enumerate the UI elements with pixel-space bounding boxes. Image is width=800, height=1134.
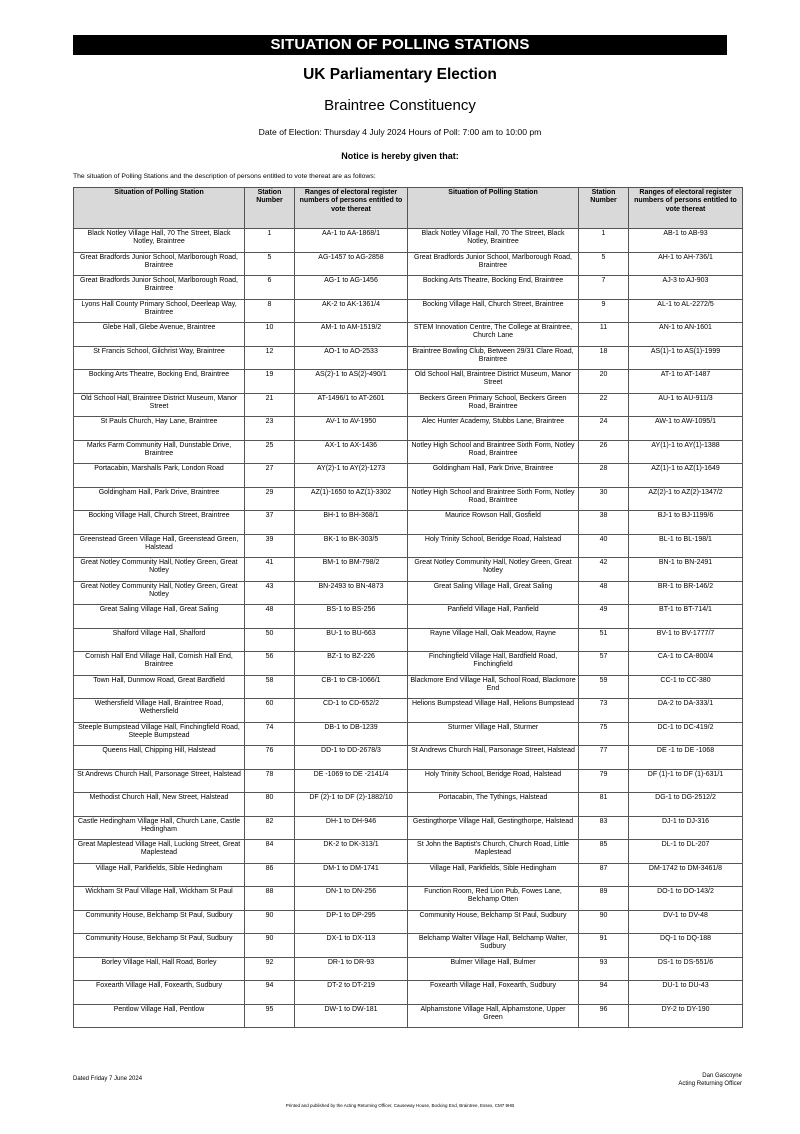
station-situation: Holy Trinity School, Beridge Road, Halstead	[408, 534, 579, 558]
register-range: AJ-3 to AJ-903	[629, 276, 743, 300]
register-range: AN-1 to AN-1601	[629, 323, 743, 347]
register-range: DE -1 to DE -1068	[629, 746, 743, 770]
station-number: 49	[579, 605, 629, 629]
register-range: AT-1496/1 to AT-2601	[295, 393, 408, 417]
station-number: 27	[245, 464, 295, 488]
station-situation: Foxearth Village Hall, Foxearth, Sudbury	[408, 981, 579, 1005]
station-situation: Steeple Bumpstead Village Hall, Finchingfield Road, Steeple Bumpstead	[74, 722, 245, 746]
station-situation: Portacabin, Marshalls Park, London Road	[74, 464, 245, 488]
station-situation: Belchamp Walter Village Hall, Belchamp Walter, Sudbury	[408, 934, 579, 958]
station-number: 75	[579, 722, 629, 746]
station-number: 30	[579, 487, 629, 511]
table-row	[74, 299, 743, 323]
register-range: AV-1 to AV-1950	[295, 417, 408, 441]
station-number: 50	[245, 628, 295, 652]
register-range: AB-1 to AB-93	[629, 229, 743, 253]
register-range: AS(1)-1 to AS(1)-1999	[629, 346, 743, 370]
register-range: DD-1 to DD-2678/3	[295, 746, 408, 770]
station-situation: Function Room, Red Lion Pub, Fowes Lane, Belchamp Otten	[408, 887, 579, 911]
station-situation: Great Notley Community Hall, Notley Green, Great Notley	[74, 558, 245, 582]
station-number: 56	[245, 652, 295, 676]
register-range: BU-1 to BU-663	[295, 628, 408, 652]
register-range: DJ-1 to DJ-316	[629, 816, 743, 840]
station-situation: Black Notley Village Hall, 70 The Street, Black Notley, Braintree	[408, 229, 579, 253]
station-number: 40	[579, 534, 629, 558]
station-number: 11	[579, 323, 629, 347]
table-row	[74, 464, 743, 488]
station-number: 73	[579, 699, 629, 723]
station-situation: Old School Hall, Braintree District Museum, Manor Street	[408, 370, 579, 394]
table-row	[74, 511, 743, 535]
table-row	[74, 1004, 743, 1028]
register-range: AZ(1)-1650 to AZ(1)-3302	[295, 487, 408, 511]
table-row	[74, 746, 743, 770]
station-situation: Great Notley Community Hall, Notley Green, Great Notley	[74, 581, 245, 605]
register-range: AW-1 to AW-1095/1	[629, 417, 743, 441]
station-situation: Rayne Village Hall, Oak Meadow, Rayne	[408, 628, 579, 652]
station-number: 84	[245, 840, 295, 864]
register-range: AO-1 to AO-2533	[295, 346, 408, 370]
station-number: 89	[579, 887, 629, 911]
station-situation: Great Maplestead Village Hall, Lucking Street, Great Maplestead	[74, 840, 245, 864]
station-situation: Great Bradfords Junior School, Marlborough Road, Braintree	[408, 252, 579, 276]
station-situation: Black Notley Village Hall, 70 The Street, Black Notley, Braintree	[74, 229, 245, 253]
station-number: 8	[245, 299, 295, 323]
table-row	[74, 276, 743, 300]
station-number: 20	[579, 370, 629, 394]
station-situation: Community House, Belchamp St Paul, Sudbury	[74, 910, 245, 934]
station-number: 29	[245, 487, 295, 511]
register-range: AY(2)-1 to AY(2)-1273	[295, 464, 408, 488]
table-row	[74, 534, 743, 558]
station-situation: Blackmore End Village Hall, School Road, Blackmore End	[408, 675, 579, 699]
station-situation: St Andrews Church Hall, Parsonage Street, Halstead	[408, 746, 579, 770]
station-situation: Borley Village Hall, Hall Road, Borley	[74, 957, 245, 981]
imprint-line: Printed and published by the Acting Returning Officer, Causeway House, Bocking End, Braintree, Essex, CM7 9HB	[285, 1103, 515, 1108]
station-number: 79	[579, 769, 629, 793]
table-row	[74, 699, 743, 723]
register-range: BR-1 to BR-146/2	[629, 581, 743, 605]
station-situation: Great Bradfords Junior School, Marlborough Road, Braintree	[74, 276, 245, 300]
station-number: 51	[579, 628, 629, 652]
register-range: BT-1 to BT-714/1	[629, 605, 743, 629]
station-number: 58	[245, 675, 295, 699]
register-range: AY(1)-1 to AY(1)-1388	[629, 440, 743, 464]
station-number: 42	[579, 558, 629, 582]
register-range: DA-2 to DA-333/1	[629, 699, 743, 723]
station-situation: Portacabin, The Tythings, Halstead	[408, 793, 579, 817]
station-number: 90	[245, 934, 295, 958]
station-situation: Queens Hall, Chipping Hill, Halstead	[74, 746, 245, 770]
station-number: 43	[245, 581, 295, 605]
register-range: AS(2)-1 to AS(2)-490/1	[295, 370, 408, 394]
table-row	[74, 558, 743, 582]
station-situation: Community House, Belchamp St Paul, Sudbury	[74, 934, 245, 958]
station-number: 21	[245, 393, 295, 417]
station-number: 59	[579, 675, 629, 699]
station-number: 90	[245, 910, 295, 934]
polling-stations-table	[73, 187, 743, 1028]
station-number: 91	[579, 934, 629, 958]
station-situation: Great Saling Village Hall, Great Saling	[74, 605, 245, 629]
column-header-station-number: Station Number	[579, 188, 629, 229]
station-number: 25	[245, 440, 295, 464]
station-number: 86	[245, 863, 295, 887]
station-number: 78	[245, 769, 295, 793]
column-header-ranges: Ranges of electoral register numbers of persons entitled to vote thereat	[629, 188, 743, 229]
station-situation: Bocking Village Hall, Church Street, Braintree	[74, 511, 245, 535]
station-number: 48	[245, 605, 295, 629]
register-range: AH-1 to AH-736/1	[629, 252, 743, 276]
station-situation: Finchingfield Village Hall, Bardfield Road, Finchingfield	[408, 652, 579, 676]
table-row	[74, 440, 743, 464]
station-situation: Old School Hall, Braintree District Museum, Manor Street	[74, 393, 245, 417]
station-situation: Notley High School and Braintree Sixth Form, Notley Road, Braintree	[408, 440, 579, 464]
station-number: 28	[579, 464, 629, 488]
register-range: DR-1 to DR-93	[295, 957, 408, 981]
station-number: 76	[245, 746, 295, 770]
register-range: AA-1 to AA-1868/1	[295, 229, 408, 253]
station-situation: St John the Baptist's Church, Church Road, Little Maplestead	[408, 840, 579, 864]
station-number: 90	[579, 910, 629, 934]
table-row	[74, 605, 743, 629]
register-range: AZ(1)-1 to AZ(1)-1649	[629, 464, 743, 488]
register-range: DN-1 to DN-256	[295, 887, 408, 911]
table-row	[74, 910, 743, 934]
register-range: BL-1 to BL-198/1	[629, 534, 743, 558]
table-row	[74, 652, 743, 676]
register-range: BK-1 to BK-303/5	[295, 534, 408, 558]
station-number: 9	[579, 299, 629, 323]
station-situation: Lyons Hall County Primary School, Deerleap Way, Braintree	[74, 299, 245, 323]
station-number: 94	[245, 981, 295, 1005]
register-range: AL-1 to AL-2272/5	[629, 299, 743, 323]
station-number: 96	[579, 1004, 629, 1028]
register-range: DS-1 to DS-551/6	[629, 957, 743, 981]
station-situation: Community House, Belchamp St Paul, Sudbury	[408, 910, 579, 934]
register-range: DE -1069 to DE -2141/4	[295, 769, 408, 793]
table-row	[74, 957, 743, 981]
station-number: 24	[579, 417, 629, 441]
station-number: 81	[579, 793, 629, 817]
station-situation: Sturmer Village Hall, Sturmer	[408, 722, 579, 746]
station-situation: Panfield Village Hall, Panfield	[408, 605, 579, 629]
intro-text: The situation of Polling Stations and the description of persons entitled to vote thereat are as follows:	[73, 173, 376, 180]
register-range: DO-1 to DO-143/2	[629, 887, 743, 911]
station-situation: Holy Trinity School, Beridge Road, Halstead	[408, 769, 579, 793]
station-number: 18	[579, 346, 629, 370]
register-range: DF (2)-1 to DF (2)-1882/10	[295, 793, 408, 817]
station-number: 94	[579, 981, 629, 1005]
table-row	[74, 769, 743, 793]
station-number: 19	[245, 370, 295, 394]
register-range: AX-1 to AX-1436	[295, 440, 408, 464]
register-range: BJ-1 to BJ-1199/6	[629, 511, 743, 535]
table-row	[74, 863, 743, 887]
table-row	[74, 346, 743, 370]
register-range: DW-1 to DW-181	[295, 1004, 408, 1028]
station-number: 83	[579, 816, 629, 840]
table-row	[74, 816, 743, 840]
register-range: AK-2 to AK-1361/4	[295, 299, 408, 323]
register-range: AU-1 to AU-911/3	[629, 393, 743, 417]
table-row	[74, 581, 743, 605]
station-number: 5	[245, 252, 295, 276]
station-situation: Town Hall, Dunmow Road, Great Bardfield	[74, 675, 245, 699]
station-number: 80	[245, 793, 295, 817]
table-body	[74, 229, 743, 1028]
station-situation: St Andrews Church Hall, Parsonage Street, Halstead	[74, 769, 245, 793]
table-row	[74, 323, 743, 347]
register-range: DG-1 to DG-2512/2	[629, 793, 743, 817]
station-number: 48	[579, 581, 629, 605]
dated-line: Dated Friday 7 June 2024	[73, 1076, 143, 1082]
station-number: 74	[245, 722, 295, 746]
officer-name: Dan Gascoyne	[702, 1073, 742, 1079]
station-number: 39	[245, 534, 295, 558]
station-number: 60	[245, 699, 295, 723]
register-range: DB-1 to DB-1239	[295, 722, 408, 746]
station-situation: Great Saling Village Hall, Great Saling	[408, 581, 579, 605]
register-range: DV-1 to DV-48	[629, 910, 743, 934]
station-situation: Beckers Green Primary School, Beckers Green Road, Braintree	[408, 393, 579, 417]
station-situation: Great Notley Community Hall, Notley Green, Great Notley	[408, 558, 579, 582]
station-number: 95	[245, 1004, 295, 1028]
table-row	[74, 981, 743, 1005]
register-range: DM-1 to DM-1741	[295, 863, 408, 887]
station-situation: Village Hall, Parkfields, Sible Hedingham	[408, 863, 579, 887]
register-range: BN-2493 to BN-4873	[295, 581, 408, 605]
station-number: 82	[245, 816, 295, 840]
register-range: DQ-1 to DQ-188	[629, 934, 743, 958]
table-row	[74, 840, 743, 864]
officer-title: Acting Returning Officer	[678, 1080, 742, 1087]
register-range: BS-1 to BS-256	[295, 605, 408, 629]
register-range: AG-1457 to AG-2858	[295, 252, 408, 276]
register-range: BN-1 to BN-2491	[629, 558, 743, 582]
register-range: AG-1 to AG-1456	[295, 276, 408, 300]
table-header-row	[74, 188, 743, 229]
station-number: 41	[245, 558, 295, 582]
register-range: BH-1 to BH-368/1	[295, 511, 408, 535]
register-range: DM-1742 to DM-3461/8	[629, 863, 743, 887]
election-title: UK Parliamentary Election	[303, 66, 497, 83]
station-situation: Wickham St Paul Village Hall, Wickham St Paul	[74, 887, 245, 911]
station-number: 7	[579, 276, 629, 300]
table-row	[74, 628, 743, 652]
table-row	[74, 252, 743, 276]
station-situation: Pentlow Village Hall, Pentlow	[74, 1004, 245, 1028]
station-situation: Alphamstone Village Hall, Alphamstone, Upper Green	[408, 1004, 579, 1028]
station-number: 85	[579, 840, 629, 864]
table-row	[74, 417, 743, 441]
station-number: 6	[245, 276, 295, 300]
station-situation: Notley High School and Braintree Sixth Form, Notley Road, Braintree	[408, 487, 579, 511]
station-situation: Foxearth Village Hall, Foxearth, Sudbury	[74, 981, 245, 1005]
station-situation: Gestingthorpe Village Hall, Gestingthorpe, Halstead	[408, 816, 579, 840]
register-range: CD-1 to CD-652/2	[295, 699, 408, 723]
station-situation: Greenstead Green Village Hall, Greenstead Green, Halstead	[74, 534, 245, 558]
station-number: 26	[579, 440, 629, 464]
station-situation: Cornish Hall End Village Hall, Cornish Hall End, Braintree	[74, 652, 245, 676]
station-number: 1	[245, 229, 295, 253]
table-row	[74, 887, 743, 911]
register-range: BM-1 to BM-798/2	[295, 558, 408, 582]
table-row	[74, 793, 743, 817]
register-range: DU-1 to DU-43	[629, 981, 743, 1005]
table-row	[74, 487, 743, 511]
register-range: BV-1 to BV-1777/7	[629, 628, 743, 652]
station-situation: St Pauls Church, Hay Lane, Braintree	[74, 417, 245, 441]
table-row	[74, 393, 743, 417]
register-range: AT-1 to AT-1487	[629, 370, 743, 394]
station-number: 22	[579, 393, 629, 417]
station-situation: Maurice Rowson Hall, Gosfield	[408, 511, 579, 535]
register-range: DX-1 to DX-113	[295, 934, 408, 958]
column-header-situation: Situation of Polling Station	[408, 188, 579, 229]
register-range: BZ-1 to BZ-226	[295, 652, 408, 676]
station-situation: Methodist Church Hall, New Street, Halstead	[74, 793, 245, 817]
register-range: DC-1 to DC-419/2	[629, 722, 743, 746]
station-situation: Bocking Arts Theatre, Bocking End, Braintree	[74, 370, 245, 394]
table-row	[74, 675, 743, 699]
station-number: 38	[579, 511, 629, 535]
station-situation: Bocking Village Hall, Church Street, Braintree	[408, 299, 579, 323]
election-date-line: Date of Election: Thursday 4 July 2024 Hours of Poll: 7:00 am to 10:00 pm	[258, 127, 542, 137]
notice-heading: Notice is hereby given that:	[341, 151, 459, 161]
station-number: 57	[579, 652, 629, 676]
register-range: DH-1 to DH-946	[295, 816, 408, 840]
station-situation: Wethersfield Village Hall, Braintree Road, Wethersfield	[74, 699, 245, 723]
column-header-ranges: Ranges of electoral register numbers of persons entitled to vote thereat	[295, 188, 408, 229]
station-number: 10	[245, 323, 295, 347]
station-number: 37	[245, 511, 295, 535]
station-situation: Great Bradfords Junior School, Marlborough Road, Braintree	[74, 252, 245, 276]
register-range: CA-1 to CA-800/4	[629, 652, 743, 676]
register-range: DK-2 to DK-313/1	[295, 840, 408, 864]
station-number: 93	[579, 957, 629, 981]
station-number: 12	[245, 346, 295, 370]
register-range: DL-1 to DL-207	[629, 840, 743, 864]
register-range: DT-2 to DT-219	[295, 981, 408, 1005]
station-situation: Bulmer Village Hall, Bulmer	[408, 957, 579, 981]
station-number: 23	[245, 417, 295, 441]
station-situation: Bocking Arts Theatre, Bocking End, Braintree	[408, 276, 579, 300]
station-situation: Marks Farm Community Hall, Dunstable Drive, Braintree	[74, 440, 245, 464]
station-situation: Village Hall, Parkfields, Sible Hedingham	[74, 863, 245, 887]
station-number: 87	[579, 863, 629, 887]
station-number: 88	[245, 887, 295, 911]
station-number: 77	[579, 746, 629, 770]
station-situation: Helions Bumpstead Village Hall, Helions Bumpstead	[408, 699, 579, 723]
register-range: AM-1 to AM-1519/2	[295, 323, 408, 347]
page-banner: SITUATION OF POLLING STATIONS	[73, 35, 727, 55]
station-situation: Shalford Village Hall, Shalford	[74, 628, 245, 652]
column-header-station-number: Station Number	[245, 188, 295, 229]
station-situation: Braintree Bowling Club, Between 29/31 Clare Road, Braintree	[408, 346, 579, 370]
register-range: DY-2 to DY-190	[629, 1004, 743, 1028]
column-header-situation: Situation of Polling Station	[74, 188, 245, 229]
constituency-title: Braintree Constituency	[324, 97, 476, 114]
station-situation: Alec Hunter Academy, Stubbs Lane, Braintree	[408, 417, 579, 441]
table-row	[74, 722, 743, 746]
register-range: AZ(2)-1 to AZ(2)-1347/2	[629, 487, 743, 511]
table-row	[74, 370, 743, 394]
station-situation: Glebe Hall, Glebe Avenue, Braintree	[74, 323, 245, 347]
station-number: 1	[579, 229, 629, 253]
station-situation: Goldingham Hall, Park Drive, Braintree	[408, 464, 579, 488]
table-row	[74, 934, 743, 958]
signature-block	[600, 1073, 742, 1088]
station-number: 5	[579, 252, 629, 276]
register-range: DP-1 to DP-295	[295, 910, 408, 934]
register-range: DF (1)-1 to DF (1)-631/1	[629, 769, 743, 793]
station-situation: St Francis School, Gilchrist Way, Braintree	[74, 346, 245, 370]
station-situation: Goldingham Hall, Park Drive, Braintree	[74, 487, 245, 511]
table-row	[74, 229, 743, 253]
station-situation: Castle Hedingham Village Hall, Church Lane, Castle Hedingham	[74, 816, 245, 840]
register-range: CC-1 to CC-380	[629, 675, 743, 699]
register-range: CB-1 to CB-1066/1	[295, 675, 408, 699]
station-situation: STEM Innovation Centre, The College at Braintree, Church Lane	[408, 323, 579, 347]
station-number: 92	[245, 957, 295, 981]
